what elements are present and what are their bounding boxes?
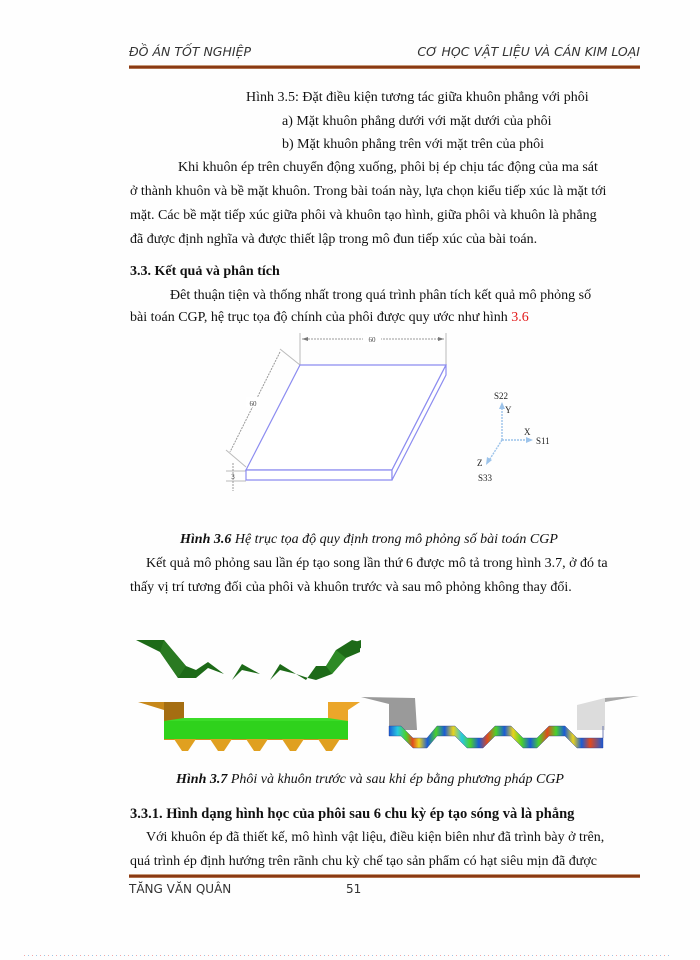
section-3-3-line-2: bài toán CGP, hệ trục tọa độ chính của phôi được quy ước như hình 3.6 — [130, 310, 529, 325]
header-right-title: CƠ HỌC VẬT LIỆU VÀ CÁN KIM LOẠI — [417, 44, 640, 59]
page-header — [129, 42, 640, 62]
figure-3-6-reference-link[interactable]: 3.6 — [511, 310, 529, 325]
figure-3-5-item-a: a) Mặt khuôn phẳng dưới với mặt dưới của phôi — [282, 114, 552, 129]
section-3-3-1-line-1: Với khuôn ép đã thiết kế, mô hình vật liệu, điều kiện biên như đã trình bày ở trên, — [146, 830, 605, 845]
figure-3-6-caption: Hình 3.6 Hệ trục tọa độ quy định trong mô phỏng số bài toán CGP — [180, 532, 558, 547]
axis-z-label: Z — [477, 458, 483, 468]
axis-x-label: X — [524, 427, 531, 437]
axis-s11-label: S11 — [536, 436, 550, 446]
axis-s33-label: S33 — [478, 473, 493, 483]
figure-3-7-before-pressing — [130, 630, 362, 760]
header-rule — [129, 65, 640, 69]
axis-s22-label: S22 — [494, 391, 509, 401]
axis-y-label: Y — [505, 405, 512, 415]
section-3-3-1-line-2: quá trình ép định hướng trên rãnh chu kỳ chế tạo sản phẩm có hạt siêu mịn đã được — [130, 854, 597, 869]
figure-3-5-item-b: b) Mặt khuôn phẳng trên với mặt trên của phôi — [282, 137, 545, 152]
section-3-3-line-1: Đêt thuận tiện và thống nhất trong quá trình phân tích kết quả mô phỏng số — [170, 288, 592, 303]
header-left-title: ĐỒ ÁN TỐT NGHIỆP — [129, 44, 252, 59]
figure-3-6-axis-triad — [470, 380, 570, 490]
dim-depth-label: 60 — [249, 400, 257, 408]
section-3-3-heading: 3.3. Kết quả và phân tích — [130, 264, 280, 279]
footer-page-number: 51 — [346, 882, 362, 896]
paragraph-1-line-3: mặt. Các bề mặt tiếp xúc giữa phôi và khuôn tạo hình, giữa phôi và khuôn là phẳng — [130, 208, 597, 223]
figure-3-7-caption: Hình 3.7 Phôi và khuôn trước và sau khi ép bằng phương pháp CGP — [176, 772, 564, 787]
dim-thickness-label: 3 — [231, 473, 235, 481]
paragraph-2-line-2: thấy vị trí tương đối của phôi và khuôn trước và sau mô phỏng không thay đổi. — [130, 580, 572, 595]
figure-3-5-caption: Hình 3.5: Đặt điều kiện tương tác giữa khuôn phẳng với phôi — [246, 90, 589, 105]
paragraph-1-line-4: đã được định nghĩa và được thiết lập trong mô đun tiếp xúc của bài toán. — [130, 232, 538, 247]
figure-3-7-after-pressing — [355, 630, 645, 760]
paragraph-1-line-2: ở thành khuôn và bề mặt khuôn. Trong bài toán này, lựa chọn kiểu tiếp xúc là mặt tới — [130, 184, 607, 199]
paragraph-2-line-1: Kết quả mô phỏng sau lần ép tạo song lần thứ 6 được mô tả trong hình 3.7, ở đó ta — [146, 556, 608, 571]
dim-width-label: 60 — [368, 336, 376, 344]
footer-author: TĂNG VĂN QUÂN — [129, 882, 232, 896]
paragraph-1-line-1: Khi khuôn ép trên chuyển động xuống, phôi bị ép chịu tác động của ma sát — [178, 160, 598, 175]
footer-rule — [129, 874, 640, 878]
figure-3-6-plate-diagram — [220, 325, 470, 500]
page-boundary-dotted-line — [24, 955, 672, 956]
section-3-3-1-heading: 3.3.1. Hình dạng hình học của phôi sau 6 chu kỳ ép tạo sóng và là phẳng — [130, 806, 575, 822]
